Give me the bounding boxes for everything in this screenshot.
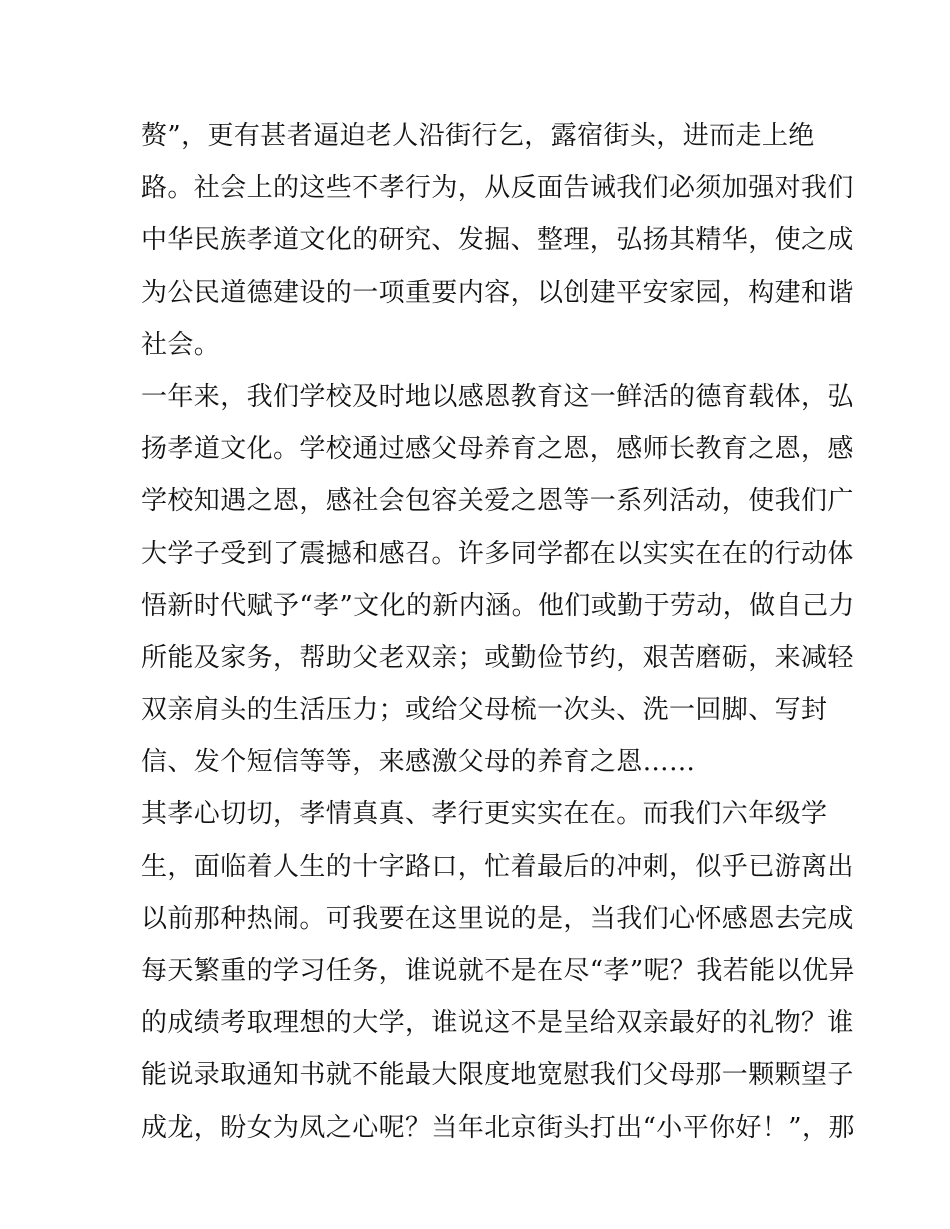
- text-line: 能说录取通知书就不能最大限度地宽慰我们父母那一颗颗望子: [141, 1060, 854, 1091]
- body-text: [141, 110, 855, 1154]
- text-line: 所能及家务，帮助父老双亲；或勤俭节约，艰苦磨砺，来减轻: [141, 642, 854, 673]
- text-line: 赘”，更有甚者逼迫老人沿街行乞，露宿街头，进而走上绝: [141, 121, 815, 151]
- text-line: 社会。: [141, 329, 221, 360]
- text-line: 其孝心切切，孝情真真、孝行更实实在在。而我们六年级学: [141, 799, 828, 830]
- text-line: 学校知遇之恩，感社会包容关爱之恩等一系列活动，使我们广: [141, 486, 854, 517]
- text-line: 成龙，盼女为凤之心呢？当年北京街头打出“小平你好！”，那: [141, 1112, 855, 1143]
- text-line: 路。社会上的这些不孝行为，从反面告诫我们必须加强对我们: [141, 173, 854, 204]
- text-line: 中华民族孝道文化的研究、发掘、整理，弘扬其精华，使之成: [141, 225, 854, 256]
- text-line: 大学子受到了震撼和感召。许多同学都在以实实在在的行动体: [141, 538, 854, 569]
- text-line: 为公民道德建设的一项重要内容，以创建平安家园，构建和谐: [141, 277, 854, 308]
- text-line: 一年来，我们学校及时地以感恩教育这一鲜活的德育载体，弘: [141, 381, 854, 412]
- text-line: 以前那种热闹。可我要在这里说的是，当我们心怀感恩去完成: [141, 903, 854, 934]
- text-line: 的成绩考取理想的大学，谁说这不是呈给双亲最好的礼物？谁: [141, 1008, 854, 1039]
- text-line: 扬孝道文化。学校通过感父母养育之恩，感师长教育之恩，感: [141, 434, 854, 465]
- text-line: 生，面临着人生的十字路口，忙着最后的冲刺，似乎已游离出: [141, 851, 854, 882]
- text-line: 每天繁重的学习任务，谁说就不是在尽“孝”呢？我若能以优异: [141, 956, 855, 986]
- text-line: 信、发个短信等等，来感激父母的养育之恩……: [141, 747, 696, 778]
- text-line: 双亲肩头的生活压力；或给父母梳一次头、洗一回脚、写封: [141, 695, 828, 726]
- text-line: 悟新时代赋予“孝”文化的新内涵。他们或勤于劳动，做自己力: [141, 590, 855, 621]
